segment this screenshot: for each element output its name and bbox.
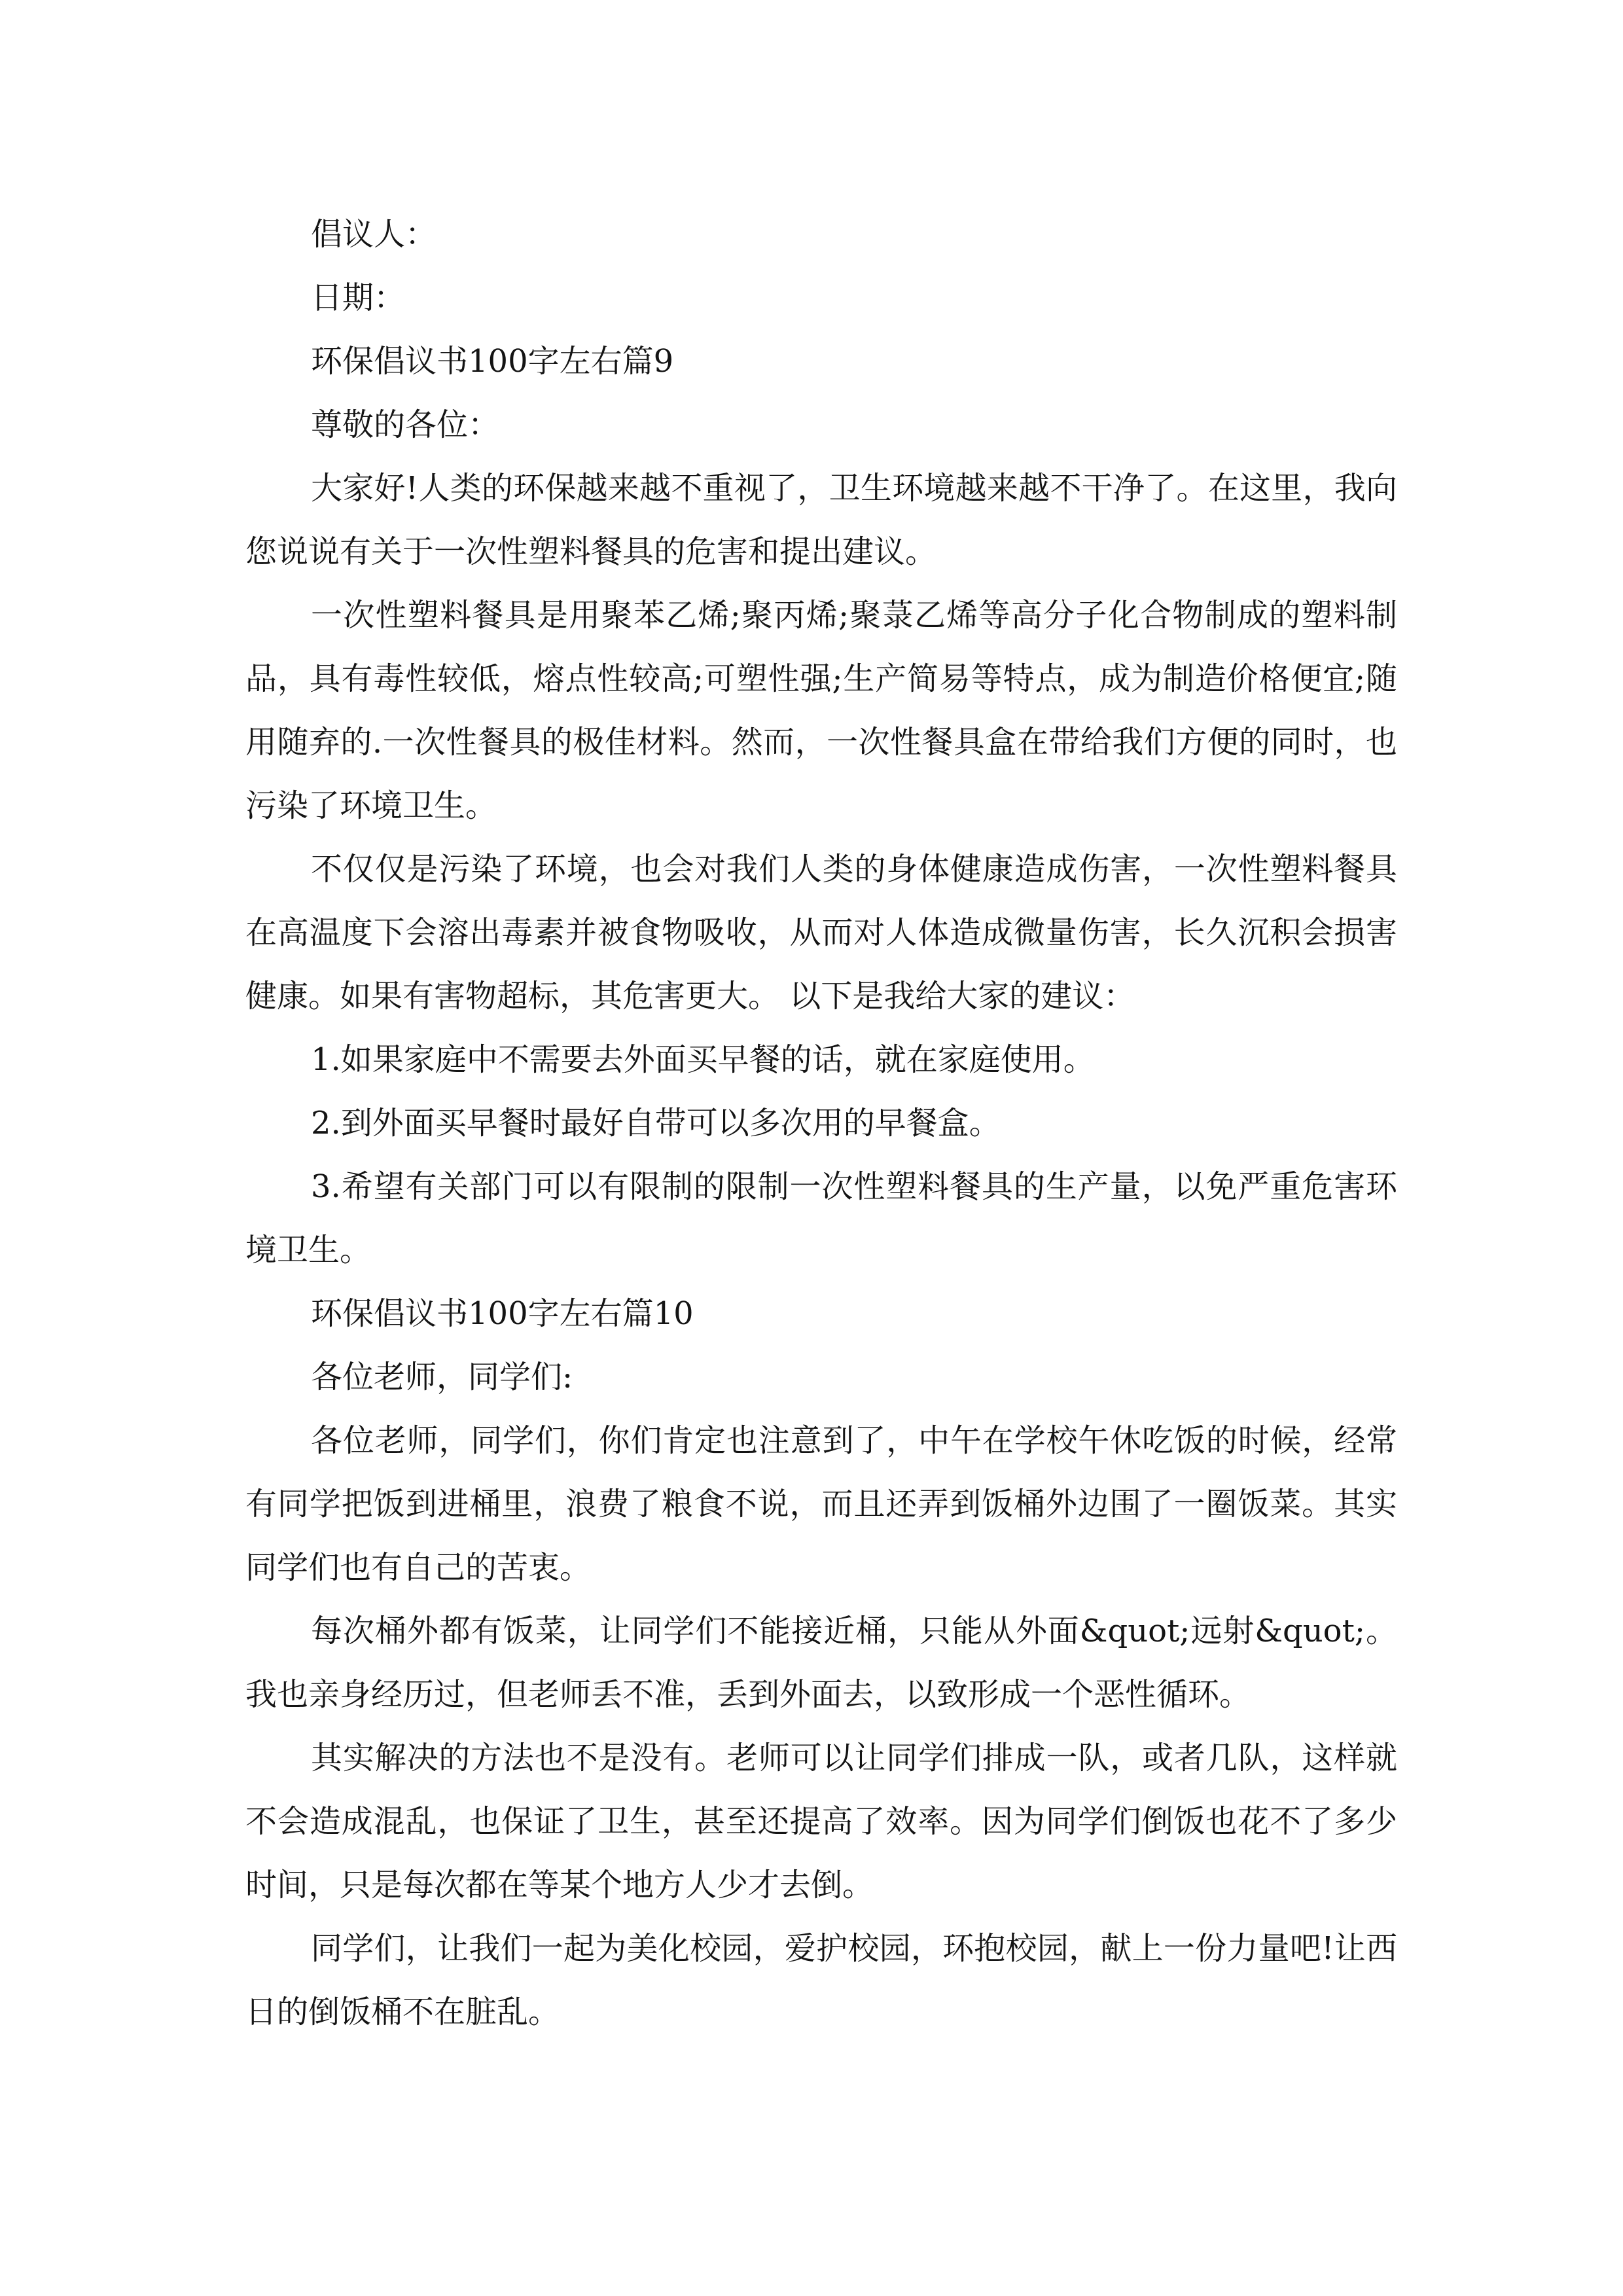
paragraph: 一次性塑料餐具是用聚苯乙烯;聚丙烯;聚菉乙烯等高分子化合物制成的塑料制品，具有毒性较低，熔点性较高;可塑性强;生产简易等特点，成为制造价格便宜;随用随弃的.一次性餐具的极佳材料。然而，一次性餐具盒在带给我们方便的同时，也污染了环境卫生。 [245,597,1397,824]
section-heading-9: 环保倡议书100字左右篇9 [311,343,674,380]
document-body [245,203,1397,2044]
suggestion-item-3: 3.希望有关部门可以有限制的限制一次性塑料餐具的生产量，以免严重危害环境卫生。 [245,1168,1397,1268]
salutation-10: 各位老师，同学们: [311,1359,573,1395]
paragraph: 不仅仅是污染了环境，也会对我们人类的身体健康造成伤害，一次性塑料餐具在高温度下会溶出毒素并被食物吸收，从而对人体造成微量伤害，长久沉积会损害健康。如果有害物超标，其危害更大。 以下是我给大家的建议： [245,851,1397,1014]
paragraph: 每次桶外都有饭菜，让同学们不能接近桶，只能从外面&quot;远射&quot;。我也亲身经历过，但老师丢不准，丢到外面去，以致形成一个恶性循环。 [245,1613,1397,1713]
paragraph: 其实解决的方法也不是没有。老师可以让同学们排成一队，或者几队，这样就不会造成混乱，也保证了卫生，甚至还提高了效率。因为同学们倒饭也花不了多少时间，只是每次都在等某个地方人少才去倒。 [245,1740,1397,1903]
suggestion-item-2: 2.到外面买早餐时最好自带可以多次用的早餐盒。 [311,1105,1001,1141]
signatory-line: 倡议人： [311,216,437,253]
paragraph: 各位老师，同学们，你们肯定也注意到了，中午在学校午休吃饭的时候，经常有同学把饭到进桶里，浪费了粮食不说，而且还弄到饭桶外边围了一圈饭菜。其实同学们也有自己的苦衷。 [245,1422,1397,1586]
salutation-9: 尊敬的各位： [311,406,500,443]
section-heading-10: 环保倡议书100字左右篇10 [311,1295,694,1332]
paragraph: 大家好!人类的环保越来越不重视了，卫生环境越来越不干净了。在这里，我向您说说有关于一次性塑料餐具的危害和提出建议。 [245,470,1397,570]
date-line: 日期： [311,279,406,316]
suggestion-item-1: 1.如果家庭中不需要去外面买早餐的话，就在家庭使用。 [311,1041,1095,1078]
paragraph: 同学们，让我们一起为美化校园，爱护校园，环抱校园，献上一份力量吧!让西日的倒饭桶不在脏乱。 [245,1930,1397,2030]
